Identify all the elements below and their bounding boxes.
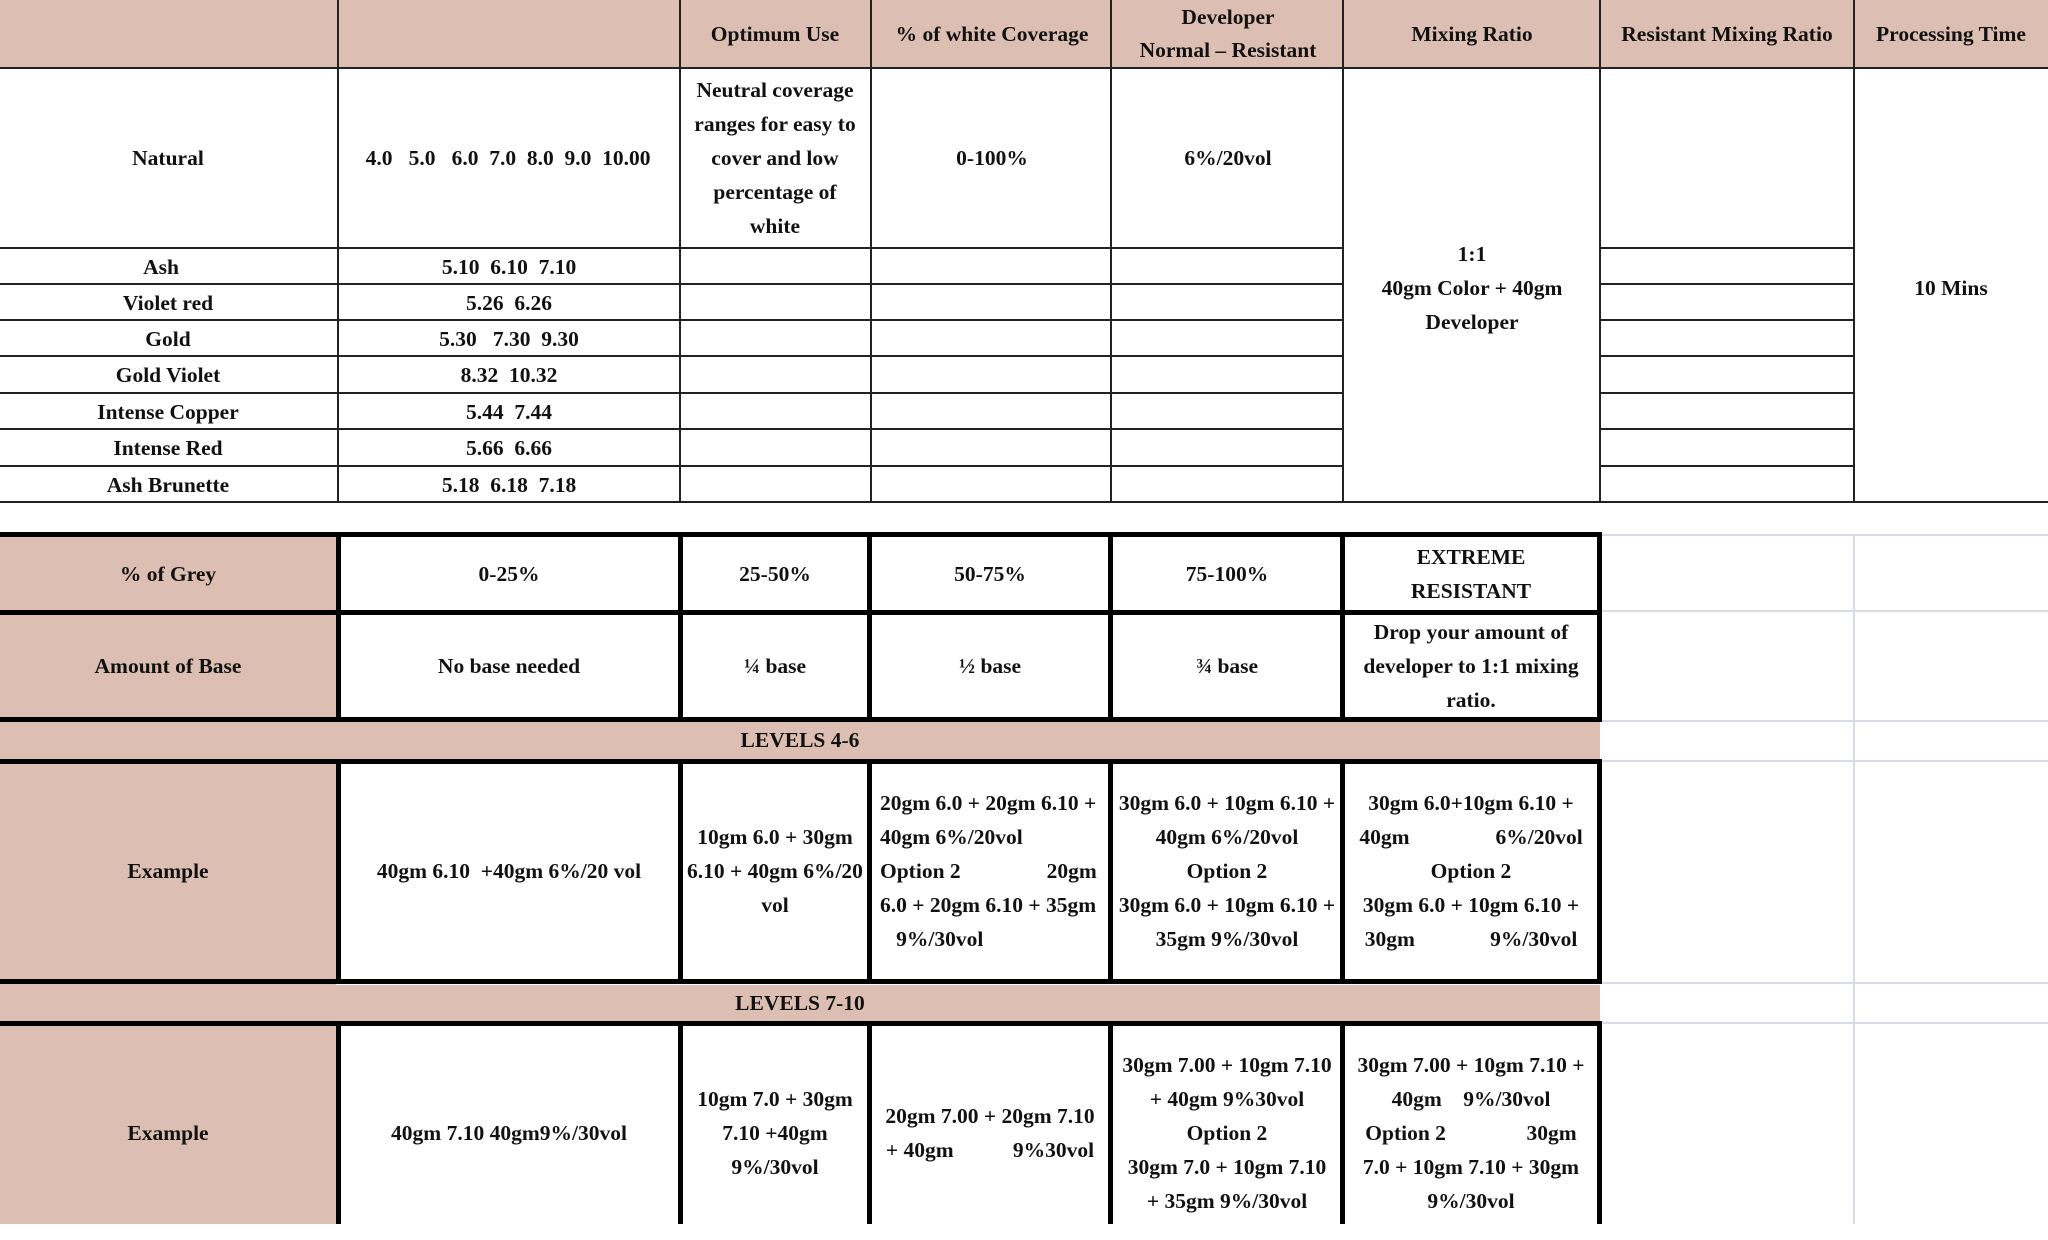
table-border — [867, 532, 872, 722]
natural-levels: 4.0 5.0 6.0 7.0 8.0 9.0 10.00 — [365, 146, 651, 170]
sheet-gridline — [1600, 610, 2048, 612]
base-value: ½ base — [958, 654, 1022, 678]
base-value: No base needed — [437, 654, 581, 678]
table-border — [678, 1021, 683, 1224]
grid-line — [0, 283, 1344, 285]
example-value: 20gm 7.00 + 20gm 7.10 + 40gm 9%30vol — [885, 1104, 1095, 1162]
sheet-gridline — [1600, 760, 2048, 762]
grid-line — [0, 392, 1344, 394]
header-resistant-mixing-ratio: Resistant Mixing Ratio — [1621, 22, 1833, 46]
grid-line — [0, 247, 1344, 249]
grid-line — [1853, 0, 1855, 502]
mixing-ratio-value: 1:1 40gm Color + 40gm Developer — [1381, 242, 1563, 334]
grid-line — [1600, 283, 1854, 285]
natural-developer: 6%/20vol — [1184, 146, 1272, 170]
grid-line — [337, 0, 339, 502]
example-value: 30gm 6.0 + 10gm 6.10 + 40gm 6%/20vol Option 2 30gm 6.0 + 10gm 6.10 + 35gm 9%/30vol — [1118, 791, 1336, 951]
example-value: 40gm 6.10 +40gm 6%/20 vol — [376, 859, 642, 883]
grid-line — [1600, 465, 1854, 467]
table-border — [1340, 1021, 1345, 1224]
shade-levels: 5.30 7.30 9.30 — [439, 327, 579, 351]
table-border — [0, 610, 1602, 615]
table-border — [1108, 532, 1113, 722]
example-value: 30gm 7.00 + 10gm 7.10 + 40gm 9%/30vol Option 2 30gm 7.0 + 10gm 7.10 + 30gm 9%/30vol — [1357, 1053, 1585, 1213]
grid-line — [0, 501, 2048, 503]
natural-optimum-use: Neutral coverage ranges for easy to cover and low percentage of white — [694, 78, 856, 238]
grid-line — [1599, 0, 1601, 502]
table-border — [0, 717, 1602, 722]
header-white-coverage: % of white Coverage — [895, 22, 1089, 46]
table-border — [336, 1021, 341, 1224]
table-border — [1340, 759, 1345, 984]
base-value-extreme: Drop your amount of developer to 1:1 mixing ratio. — [1363, 620, 1579, 712]
sheet-gridline — [1853, 534, 1855, 1224]
table-border — [678, 759, 683, 984]
shade-name: Violet red — [122, 291, 214, 315]
shade-levels: 5.44 7.44 — [466, 400, 552, 424]
base-value: ¾ base — [1195, 654, 1259, 678]
shade-name: Intense Copper — [97, 400, 239, 424]
shade-levels: 5.66 6.66 — [466, 436, 552, 460]
table-border — [0, 759, 1602, 764]
grid-line — [870, 0, 872, 502]
table-border — [1597, 532, 1602, 722]
grey-value: 25-50% — [739, 562, 811, 586]
grid-line — [1600, 247, 1854, 249]
grid-line — [1342, 0, 1344, 502]
table-border — [867, 1021, 872, 1224]
section-levels-4-6: LEVELS 4-6 — [0, 721, 1600, 759]
grid-line — [1600, 428, 1854, 430]
section-levels-7-10: LEVELS 7-10 — [0, 985, 1600, 1021]
grid-line — [0, 465, 1344, 467]
example-value: 20gm 6.0 + 20gm 6.10 + 40gm 6%/20vol Option 2 20gm 6.0 + 20gm 6.10 + 35gm 9%/30vol — [880, 791, 1097, 951]
grid-line — [0, 319, 1344, 321]
shade-levels: 8.32 10.32 — [460, 363, 558, 387]
table-border — [0, 979, 1602, 984]
grey-value: 50-75% — [954, 562, 1026, 586]
grid-line — [1600, 392, 1854, 394]
grid-line — [0, 355, 1344, 357]
shade-name: Intense Red — [113, 436, 223, 460]
header-processing-time: Processing Time — [1876, 22, 2026, 46]
base-value: ¼ base — [743, 654, 807, 678]
grid-line — [0, 67, 2048, 69]
table-border — [867, 759, 872, 984]
example-label: Example — [127, 1121, 209, 1145]
header-mixing-ratio: Mixing Ratio — [1411, 22, 1533, 46]
table-border — [0, 1021, 1602, 1026]
natural-name: Natural — [132, 146, 204, 170]
table-border — [1597, 1021, 1602, 1224]
processing-time-value: 10 Mins — [1914, 276, 1988, 300]
table-border — [336, 759, 341, 984]
table-border — [0, 532, 1602, 537]
grid-line — [1600, 355, 1854, 357]
header-developer: Developer Normal – Resistant — [1139, 5, 1317, 62]
shade-levels: 5.26 6.26 — [466, 291, 552, 315]
example-value: 40gm 7.10 40gm9%/30vol — [391, 1121, 627, 1145]
sheet-gridline — [1600, 534, 2048, 536]
example-label: Example — [127, 859, 209, 883]
sheet-gridline — [1600, 1022, 2048, 1024]
example-value: 30gm 7.00 + 10gm 7.10 + 40gm 9%30vol Option 2 30gm 7.0 + 10gm 7.10 + 35gm 9%/30vol — [1122, 1053, 1332, 1213]
example-value: 30gm 6.0+10gm 6.10 + 40gm 6%/20vol Option 2 30gm 6.0 + 10gm 6.10 + 30gm 9%/30vol — [1359, 791, 1583, 951]
natural-coverage: 0-100% — [956, 146, 1028, 170]
sheet-gridline — [1600, 982, 2048, 984]
shade-name: Gold Violet — [115, 363, 221, 387]
sheet-gridline — [1600, 720, 2048, 722]
table-border — [1340, 532, 1345, 722]
shade-levels: 5.10 6.10 7.10 — [441, 255, 577, 279]
header-optimum-use: Optimum Use — [710, 22, 840, 46]
grid-line — [679, 0, 681, 502]
table-border — [1108, 1021, 1113, 1224]
shade-name: Gold — [145, 327, 191, 351]
grid-line — [0, 428, 1344, 430]
table-border — [336, 532, 341, 722]
base-label: Amount of Base — [94, 654, 242, 678]
example-value: 10gm 6.0 + 30gm 6.10 + 40gm 6%/20 vol — [687, 825, 863, 917]
grey-label: % of Grey — [119, 562, 217, 586]
table-border — [678, 532, 683, 722]
grey-value-extreme: EXTREME RESISTANT — [1410, 545, 1532, 603]
grey-value: 0-25% — [478, 562, 540, 586]
grid-line — [1110, 0, 1112, 502]
shade-levels: 5.18 6.18 7.18 — [441, 473, 577, 497]
grey-value: 75-100% — [1185, 562, 1269, 586]
table-border — [1108, 759, 1113, 984]
grid-line — [1600, 319, 1854, 321]
shade-name: Ash Brunette — [106, 473, 230, 497]
shade-name: Ash — [143, 255, 179, 279]
example-value: 10gm 7.0 + 30gm 7.10 +40gm 9%/30vol — [697, 1087, 853, 1179]
table-border — [1597, 759, 1602, 984]
